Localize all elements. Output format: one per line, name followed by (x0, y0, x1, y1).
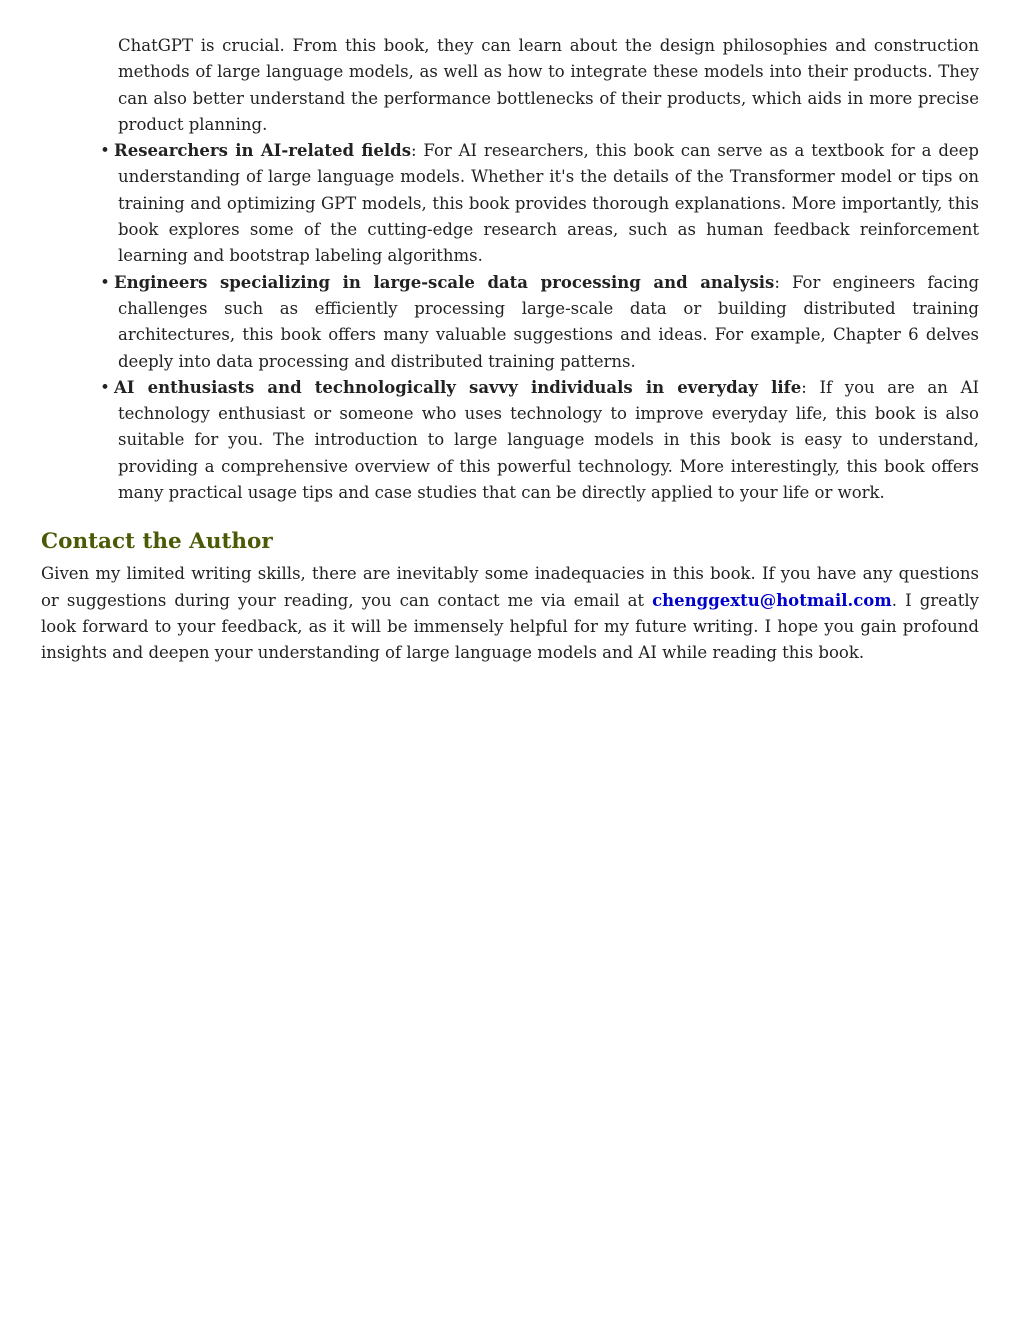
list-item (100, 375, 979, 506)
list-item-body: : For AI researchers, this book can serve as a textbook for a deep understanding of large language models. Whether it's the details of the Transformer model or tips on training and optimizing GPT models, this book provides thorough explanations. More importantly, this book explores some of the cutting-edge research areas, such as human feedback reinforcement learning and bootstrap labeling algorithms. (118, 141, 979, 266)
list-item-body: : If you are an AI technology enthusiast or someone who uses technology to improve everyday life, this book is also suitable for you. The introduction to large language models in this book is easy to understand, providing a comprehensive overview of this powerful technology. More interestingly, this book offers many practical usage tips and case studies that can be directly applied to your life or work. (118, 377, 979, 503)
list-item-title: Engineers specializing in large-scale data processing and analysis (114, 272, 775, 292)
contact-paragraph (41, 561, 979, 666)
section-heading: Contact the Author (41, 529, 273, 555)
list-item (100, 138, 979, 269)
contact-text-after: . I greatly look forward to your feedback, as it will be immensely helpful for my future writing. I hope you gain profound insights and deepen your understanding of large language models and AI while reading this book. (41, 590, 979, 663)
document-page (41, 33, 979, 667)
list-item (100, 270, 980, 375)
list-item-title: AI enthusiasts and technologically savvy individuals in everyday life (114, 377, 802, 397)
list-item-body: : For engineers facing challenges such as efficiently processing large-scale data or building distributed training architectures, this book offers many valuable suggestions and ideas. For example, Chapter 6 delves deeply into data processing and distributed training patterns. (118, 272, 980, 371)
audience-list (41, 138, 979, 506)
bullet-icon: • (100, 377, 110, 397)
email-link[interactable]: chenggextu@hotmail.com (652, 590, 892, 610)
continuation-paragraph: ChatGPT is crucial. From this book, they can learn about the design philosophies and construction methods of large language models, as well as how to integrate these models into their products. They can also better understand the performance bottlenecks of their products, which aids in more precise product planning. (118, 36, 979, 134)
contact-text-before: Given my limited writing skills, there are inevitably some inadequacies in this book. If you have any questions or suggestions during your reading, you can contact me via email at (41, 564, 979, 610)
bullet-icon: • (100, 272, 110, 292)
list-item-title: Researchers in AI-related fields (114, 141, 411, 161)
bullet-icon: • (100, 141, 110, 161)
